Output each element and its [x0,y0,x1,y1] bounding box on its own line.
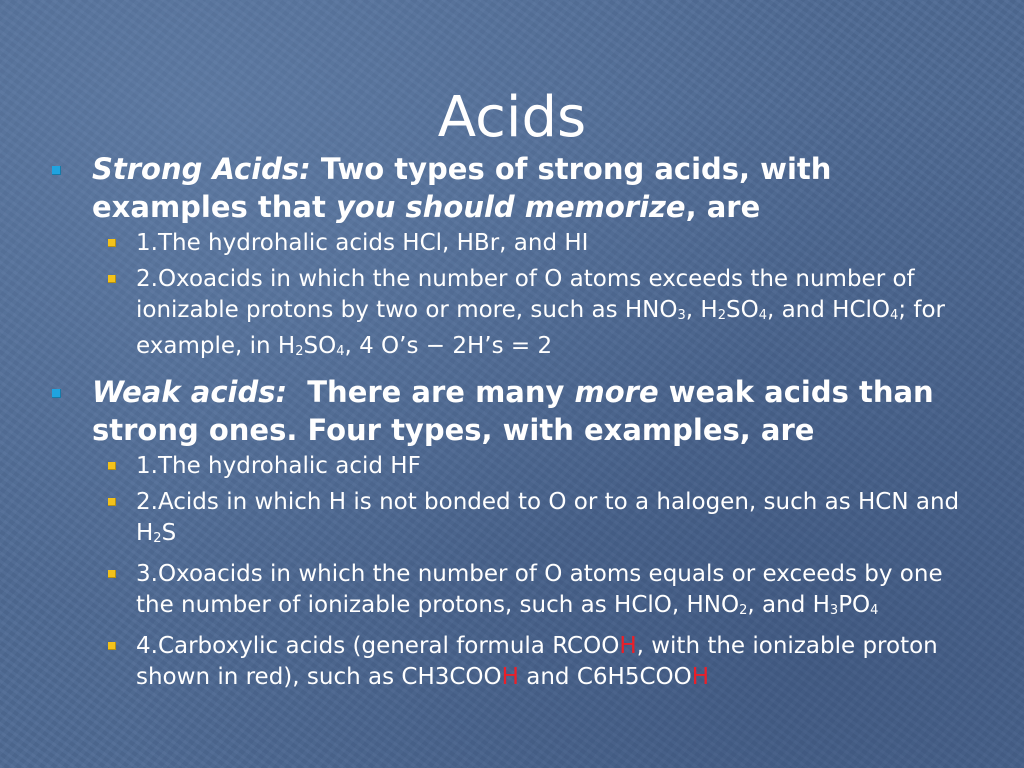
bullet-text: , are [685,190,761,224]
subitem-h-not-bonded [52,487,972,554]
emphasis-text: more [574,375,659,409]
subitem-text: , H [685,297,718,323]
ionizable-proton: H [691,664,710,690]
weak-acids-subitems [52,451,972,693]
subitem-text: 4.Carboxylic acids (general formula RCOO [136,633,620,659]
subscript: 4 [758,308,767,323]
square-bullet-icon [52,389,61,398]
square-bullet-icon [52,166,61,175]
subitem-text: , 4 O’s − 2H’s = 2 [344,333,553,359]
bullet-weak-acids [52,373,972,449]
strong-acids-label: Strong Acids: [92,152,311,186]
subscript: 4 [336,344,345,359]
bullet-text: weak acids than strong ones. Four types, with examples, are [92,375,934,447]
subitem-text: and C6H5COO [518,664,692,690]
bullet-text: There are many [287,375,575,409]
subitem-carboxylic-acids [52,631,972,693]
subscript: 2 [717,308,726,323]
subscript: 2 [153,531,162,546]
subitem-text: 2.Oxoacids in which the number of O atoms exceeds the number of ionizable protons by two or more, such as HNO [136,266,915,323]
square-bullet-icon [108,462,116,470]
ionizable-proton: H [619,633,637,659]
square-bullet-icon [108,570,116,578]
subitem-text: PO [838,592,871,618]
subitem-text: , and HClO [766,297,891,323]
subitem-text: ; for example, in H [136,297,945,359]
ionizable-proton: H [501,664,519,690]
square-bullet-icon [108,498,116,506]
subitem-text: 1.The hydrohalic acids HCl, HBr, and HI [136,230,589,256]
bullet-strong-acids [52,150,972,226]
slide-title: Acids [437,84,587,150]
subscript: 3 [829,603,839,618]
square-bullet-icon [108,275,116,283]
subscript: 4 [870,603,879,618]
subscript: 2 [295,344,304,359]
strong-acids-subitems [52,228,972,367]
bullet-text: Two types of strong acids, with examples that [92,152,832,224]
subitem-text: , with the ionizable proton shown in red), such as CH3COO [136,633,938,690]
slide-content [52,150,972,699]
subitem-hydrohalic-acids [52,228,972,259]
subitem-text: S [161,520,177,546]
subitem-text: 3.Oxoacids in which the number of O atoms equals or exceeds by one the number of ionizable protons, such as HClO, HNO [136,561,943,618]
subscript: 3 [677,308,686,323]
subitem-text: SO [725,297,759,323]
subitem-oxoacids-weak [52,559,972,626]
subitem-text: 2.Acids in which H is not bonded to O or to a halogen, such as HCN and H [136,489,960,546]
subitem-text: , and H [747,592,830,618]
subitem-text: SO [303,333,337,359]
square-bullet-icon [108,239,116,247]
subscript: 2 [739,603,748,618]
weak-acids-label: Weak acids: [92,375,288,409]
subitem-hydrohalic-hf [52,451,972,482]
subscript: 4 [890,308,899,323]
square-bullet-icon [108,642,116,650]
subitem-text: 1.The hydrohalic acid HF [136,453,421,479]
subitem-oxoacids-strong [52,264,972,367]
emphasis-text: you should memorize [335,190,686,224]
